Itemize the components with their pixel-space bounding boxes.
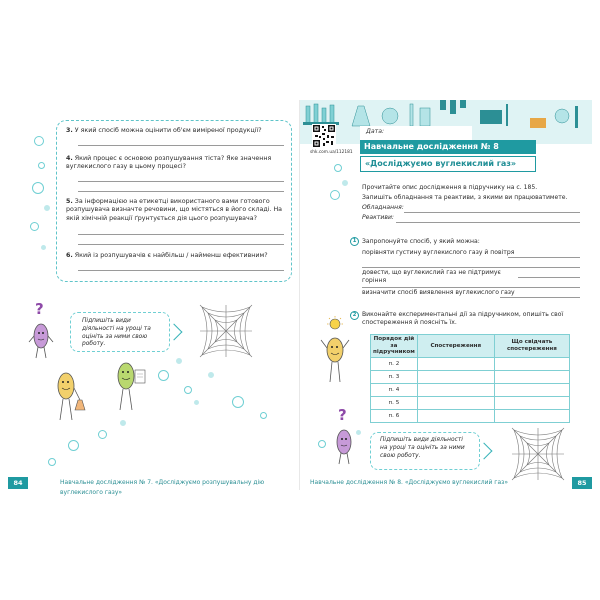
scientist-character-icon <box>108 352 148 414</box>
thinking-character-icon <box>26 300 56 362</box>
table-row <box>371 409 570 422</box>
question-number: 6. <box>66 252 73 259</box>
footer-text: Навчальне дослідження № 8. «Досліджуємо вуглекислий газ» <box>310 479 508 486</box>
conclusion-cell[interactable] <box>494 357 569 370</box>
question-text: Який процес є основою розпушування тіста? Яке значення вуглекислого газу в цьому процесі? <box>66 155 272 171</box>
bubble-icon <box>158 370 169 381</box>
bubble-icon <box>41 245 46 250</box>
bubble-icon <box>68 440 79 451</box>
task-1-text: Запропонуйте спосіб, у який можна: <box>362 238 480 245</box>
bubble-icon <box>98 430 107 439</box>
table-row <box>371 396 570 409</box>
answer-line[interactable] <box>508 257 580 258</box>
left-page <box>8 100 300 496</box>
table-row <box>371 383 570 396</box>
page-subtitle: «Досліджуємо вуглекислий газ» <box>360 156 536 172</box>
task-number-badge: 2 <box>350 311 359 320</box>
answer-line[interactable] <box>500 297 580 298</box>
scientist-character-icon <box>48 360 90 426</box>
conclusion-cell[interactable] <box>494 383 569 396</box>
step-cell: п. 4 <box>371 383 418 396</box>
question-3 <box>66 127 286 135</box>
bubble-icon <box>48 458 56 466</box>
textbook-spread <box>8 100 592 496</box>
question-text: За інформацією на етикетці використаного вами готового розпушувача визначте речовини, що містяться в його складі. На якій хімічній реакції ґрунтується дія цього розпушувача? <box>66 198 283 222</box>
bubble-icon <box>330 190 340 200</box>
question-5 <box>66 198 286 223</box>
question-number: 4. <box>66 155 73 162</box>
bubble-icon <box>356 430 361 435</box>
observations-table <box>370 334 570 423</box>
page-number: 85 <box>572 477 592 489</box>
bubble-icon <box>334 164 342 172</box>
table-row <box>371 370 570 383</box>
table-header: Спостереження <box>417 335 494 358</box>
bubble-icon <box>194 400 199 405</box>
bubble-icon <box>232 396 244 408</box>
idea-character-icon <box>318 316 352 386</box>
bubble-icon <box>184 386 192 394</box>
task-1-item: порівняти густину вуглекислого газу й повітря <box>362 249 515 256</box>
task-number-badge: 1 <box>350 237 359 246</box>
svg-text:?: ? <box>338 406 347 424</box>
spider-web-icon <box>510 426 566 482</box>
conclusion-cell[interactable] <box>494 409 569 422</box>
question-text: У який спосіб можна оцінити об'єм виміреної продукції? <box>74 127 262 134</box>
step-cell: п. 3 <box>371 370 418 383</box>
svg-text:?: ? <box>35 300 44 318</box>
task-1-item: визначити спосіб виявлення вуглекислого газу <box>362 289 515 296</box>
table-row <box>371 357 570 370</box>
observation-cell[interactable] <box>417 383 494 396</box>
conclusion-cell[interactable] <box>494 396 569 409</box>
answer-line[interactable] <box>362 287 580 288</box>
observation-cell[interactable] <box>417 409 494 422</box>
answer-line[interactable] <box>78 270 284 271</box>
step-cell: п. 6 <box>371 409 418 422</box>
step-cell: п. 2 <box>371 357 418 370</box>
hint-text: Підпишіть види діяльності на уроці та оцініть за ними свою роботу. <box>82 318 151 348</box>
qr-code-icon[interactable] <box>312 124 336 148</box>
answer-line[interactable] <box>78 181 284 182</box>
observation-cell[interactable] <box>417 396 494 409</box>
date-label: Дата: <box>366 128 385 135</box>
bubble-icon <box>176 358 182 364</box>
intro-text-1: Прочитайте опис дослідження в підручнику на с. 185. <box>362 184 538 191</box>
bubble-icon <box>318 440 326 448</box>
bubble-icon <box>120 420 126 426</box>
task-1-item: довести, що вуглекислий газ не підтримує горіння <box>362 269 501 284</box>
equipment-label: Обладнання: <box>362 204 404 211</box>
hint-text: Підпишіть види діяльності на уроці та оцініть за ними свою роботу. <box>380 437 465 459</box>
conclusion-cell[interactable] <box>494 370 569 383</box>
spider-web-icon <box>198 303 254 359</box>
bubble-icon <box>38 162 45 169</box>
bubble-icon <box>32 182 44 194</box>
bubble-icon <box>260 412 267 419</box>
page-title: Навчальне дослідження № 8 <box>360 140 536 154</box>
question-text: Який із розпушувачів є найбільш / найменш ефективним? <box>74 252 268 259</box>
page-number: 84 <box>8 477 28 489</box>
step-cell: п. 5 <box>371 396 418 409</box>
answer-line[interactable] <box>78 191 284 192</box>
bubble-icon <box>44 205 50 211</box>
observation-cell[interactable] <box>417 370 494 383</box>
bubble-icon <box>208 372 214 378</box>
equipment-answer-line[interactable] <box>404 212 580 213</box>
question-4 <box>66 155 286 172</box>
task-2-text: Виконайте експериментальні дії за підручником, опишіть свої спостереження й поясніть їх. <box>362 311 564 326</box>
question-number: 3. <box>66 127 73 134</box>
qr-code-label: shk.com.ua/112181 <box>310 150 353 155</box>
bubble-icon <box>30 222 39 231</box>
footer-text: Навчальне дослідження № 7. «Досліджуємо розпушувальну дію вуглекислого газу» <box>60 479 265 496</box>
table-header: Що свідчать спостереження <box>494 335 569 358</box>
reagents-label: Реактиви: <box>362 214 394 221</box>
thinking-character-icon <box>330 406 358 468</box>
observation-cell[interactable] <box>417 357 494 370</box>
bubble-icon <box>342 180 348 186</box>
answer-line[interactable] <box>518 277 580 278</box>
answer-line[interactable] <box>78 234 284 235</box>
answer-line[interactable] <box>78 244 284 245</box>
bubble-icon <box>34 136 44 146</box>
table-header: Порядок дій за підручником <box>371 335 418 358</box>
answer-line[interactable] <box>362 267 580 268</box>
right-page <box>300 100 592 490</box>
question-6 <box>66 252 286 260</box>
answer-line[interactable] <box>78 145 284 146</box>
intro-text-2: Запишіть обладнання та реактиви, з якими ви працюватимете. <box>362 194 568 201</box>
question-number: 5. <box>66 198 73 205</box>
reagents-answer-line[interactable] <box>396 222 580 223</box>
